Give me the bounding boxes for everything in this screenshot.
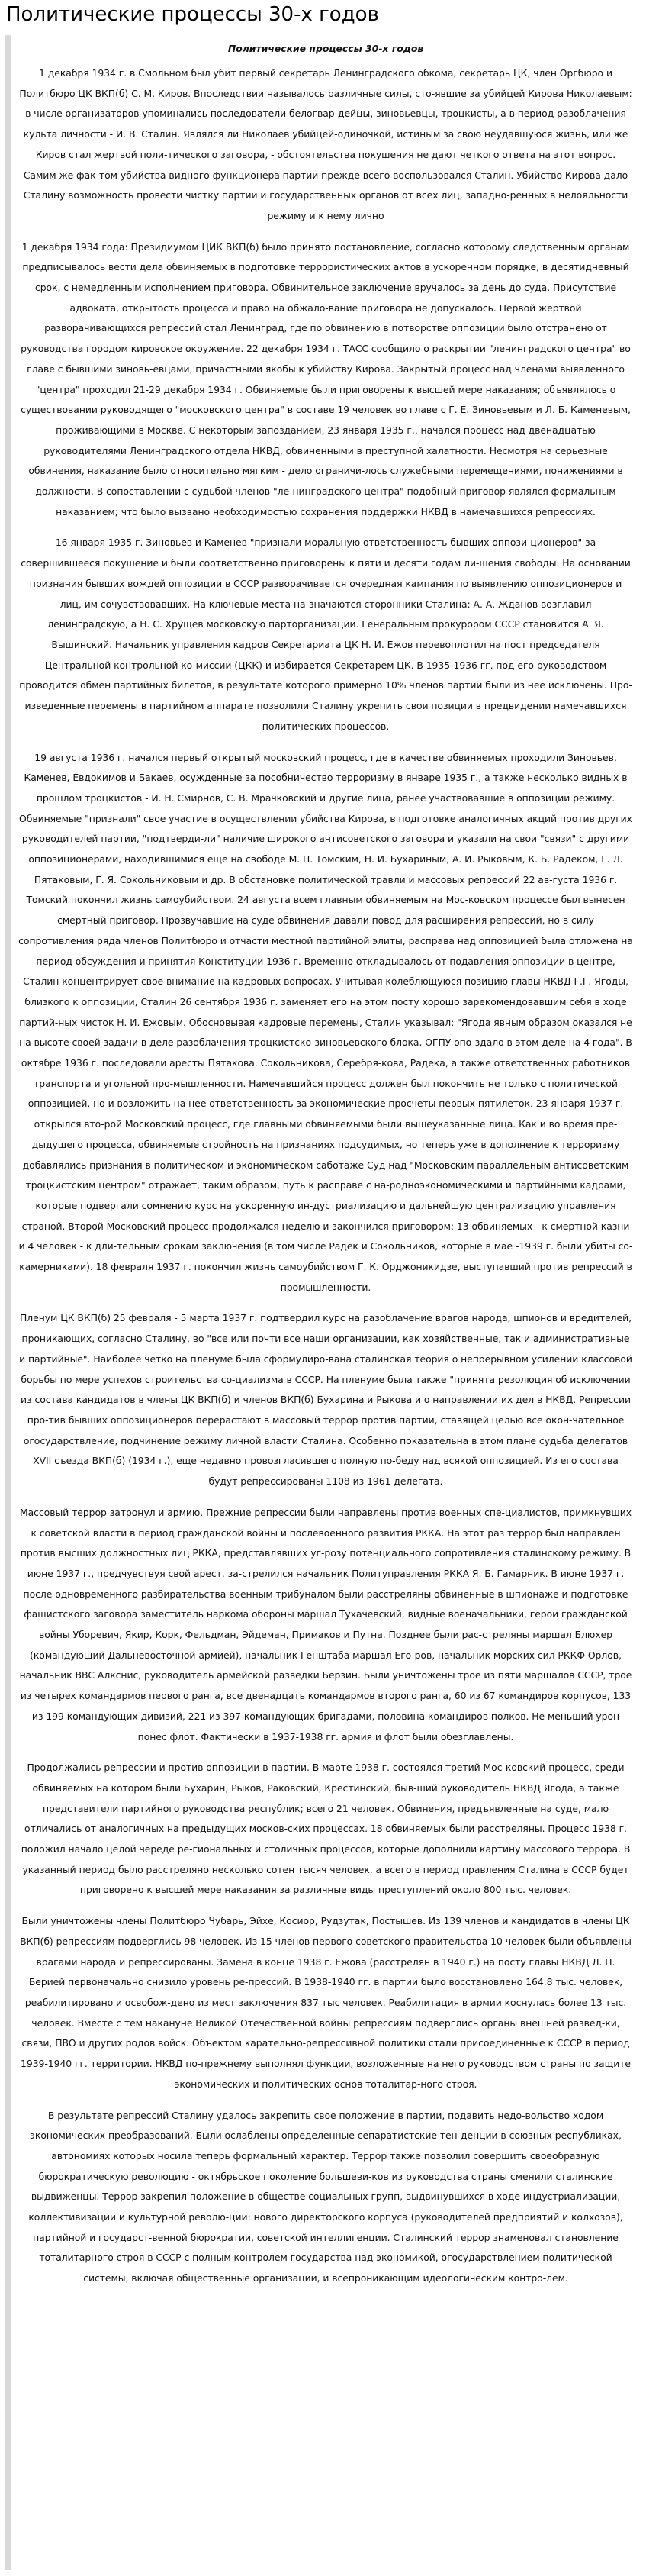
paragraph-politburo-repressions: Были уничтожены члены Политбюро Чубарь, Эйхе, Косиор, Рудзутак, Постышев. Из 139 членов и кандидатов в члены ЦК ВКП(б) репрессиям подверглись 98 человек. Из 15 членов первого советского правительства 10 человек были объявлены врагами народа и репрессированы. Замена в конце 1938 г. Ежова (расстрелян в 1940 г.) на посту главы НКВД Л. П. Берией первоначально снизило уровень ре-прессий. В 1938-1940 гг. в партии было восстановлено 164.8 тыс. человек, реабилитировано и освобож-дено из мест заключения 837 тыс человек. Реабилитация в армии коснулась более 13 тыс. человек. Вместе с тем накануне Великой Отечественной войны репрессиям подверглись органы внешней развед-ки, связи, ПВО и других родов войск. Объектом карательно-репрессивной политики стали присоединенные к СССР в период 1939-1940 гг. территории. НКВД по-прежнему выполнял функции, возложенные на него руководством страны по защите экономических и политических основ тоталитар-ного строя. — [20, 1915, 632, 2090]
article-body — [18, 43, 633, 2300]
paragraph-plenum-1937: Пленум ЦК ВКП(б) 25 февраля - 5 марта 1937 г. подтвердил курс на разоблачение врагов народа, шпионов и вредителей, проникающих, согласно Сталину, во "все или почти все наши организации, как хозяйственные, так и административные и партийные". Наиболее четко на пленуме была сформулиро-вана сталинская теория о непрерывном усилении классовой борьбы по мере успехов строительства со-циализма в СССР. На пленуме была также "принята резолюция об исключении из состава кандидатов в члены ЦК ВКП(б) и членов ВКП(б) Бухарина и Рыкова и о направлении их дел в НКВД. Репрессии про-тив бывших оппозиционеров перерастают в массовый террор против партии, ставящей целью все окон-чательное огосударствление, подчинение режиму личной власти Сталина. Особенно показательна в этом плане судьба делегатов XVII съезда ВКП(б) (1934 г.), еще недавно провозгласившего полную по-беду над всякой оппозицией. Из его состава будут репрессированы 1108 из 1961 делегата. — [19, 1312, 632, 1488]
paragraph-conclusion: В результате репрессий Сталину удалось закрепить свое положение в партии, подавить недо-вольство ходом экономических преобразований. Были ослаблены определенные сепаратистские тен-денции в союзных республиках, автономиях которых носила теперь формальный характер. Террор также позволил совершить своеобразную бюрократическую революцию - октябрьское поколение большеви-ков из руководства страны сменили сталинские выдвиженцы. Террор закрепил положение в обществе социальных групп, выдвинувшихся в ходе индустриализации, коллективизации и культурной револю-ции: нового директорского корпуса (руководителей предприятий и колхозов), партийной и государст-венной бюрократии, советской интеллигенции. Сталинский террор знаменовал становление тоталитарного строя в СССР с полным контролем государства над экономикой, огосударствлением политической системы, включая общественные организации, и всепроникающим идеологическим контро-лем. — [28, 2109, 623, 2284]
paragraph-third-moscow-trial: Продолжались репрессии и против оппозиции в партии. В марте 1938 г. состоялся третий Мос-ковский процесс, среди обвиняемых на котором были Бухарин, Рыков, Раковский, Крестинский, быв-ший руководитель НКВД Ягода, а также представители партийного руководства республик; всего 21 человек. Обвинения, предъявленные на суде, мало отличались от аналогичных на предыдущих москов-ских процессах. 18 обвиняемых были расстреляны. Процесс 1938 г. положил начало целой череде ре-гиональных и столичных процессов, которые дополнили картину массового террора. В указанный период было расстреляно несколько сотен тысяч человек, а всего в период правления Сталина в СССР будет приговорено к высшей мере наказания за различные виды преступлений около 800 тыс. человек. — [21, 1762, 631, 1896]
paragraph-zinoviev-kamenev: 16 января 1935 г. Зиновьев и Каменев "признали моральную ответственность бывших оппози-ционеров" за совершившееся покушение и были соответственно приговорены к пяти и десяти годам ли-шения свободы. На основании признания бывших вождей оппозиции в СССР разворачивается очередная кампания по выявлению оппозиционеров и лиц, им сочувствовавших. На ключевые места на-значаются сторонники Сталина: А. А. Жданов возглавил ленинградскую, а Н. С. Хрущев московскую парторганизации. Генеральным прокурором СССР становится А. Я. Вышинский. Начальник управления кадров Секретариата ЦК Н. И. Ежов перевоплотил на пост председателя Центральной контрольной ко-миссии (ЦКК) и избирается Секретарем ЦК. В 1935-1936 гг. под его руководством проводится обмен партийных билетов, в результате которого примерно 10% членов партии были из нее исключены. Про-изведенные перемены в партийном аппарате позволили Сталину укрепить свои позиции в предвидении намечавшихся политических процессов. — [19, 537, 632, 732]
content-frame — [5, 35, 644, 2570]
paragraph-kirov-murder: 1 декабря 1934 г. в Смольном был убит первый секретарь Ленинградского обкома, секретарь ЦК, член Оргбюро и Политбюро ЦК ВКП(б) С. М. Киров. Впоследствии называлось различные силы, сто-явшие за убийцей Кирова Николаевым: в числе организаторов упоминались последователи белогвар-дейцы, зиновьевцы, троцкисты, а в период разоблачения культа личности - И. В. Сталин. Являлся ли Николаев убийцей-одиночкой, истиным за свою неудавшуюся жизнь, или же Киров стал жертвой поли-тического заговора, - обстоятельства покушения не дают четкого ответа на этот вопрос. Самим же фак-том убийства видного функционера партии прежде всего воспользовался Сталин. Убийство Кирова дало Сталину возможность провести чистку партии и государственных органов от всех лиц, западно-ренных в нелояльности режиму и к нему лично — [19, 67, 632, 221]
article-subtitle: Политические процессы 30-х годов — [227, 43, 424, 54]
paragraph-army-purge: Массовый террор затронул и армию. Прежние репрессии были направлены против военных спе-циалистов, примкнувших к советской власти в период гражданской войны и послевоенного развития РККА. На этот раз террор был направлен против высших должностных лиц РККА, представлявших уг-розу потенциального сопротивления сталинскому режиму. В июне 1937 г., предчувствуя свой арест, за-стрелился начальник Политуправления РККА Я. Б. Гамарник. В июне 1937 г. после одновременного разбирательства военным трибуналом были расстреляны обвиненные в шпионаже и подготовке фашистского заговора заместитель наркома обороны маршал Тухачевский, видные военачальники, герои гражданской войны Уборевич, Якир, Корк, Фельдман, Эйдеман, Примаков и Путна. Позднее были рас-стреляны маршал Блюхер (командующий Дальневосточной армией), начальник Генштаба маршал Его-ров, начальник морских сил РККФ Орлов, начальник ВВС Алкснис, руководитель армейской разведки Берзин. Были уничтожены трое из пяти маршалов СССР, трое из четырех командармов первого ранга, все двенадцать командармов второго ранга, 60 из 67 командиров корпусов, 133 из 199 командующих дивизий, 221 из 397 командующих бригадами, половина командиров полков. Не меньший урон понес флот. Фактически в 1937-1938 гг. армия и флот были обезглавлены. — [19, 1506, 632, 1743]
page-title: Политические процессы 30-х годов — [6, 3, 379, 26]
paragraph-first-moscow-trial: 19 августа 1936 г. начался первый открытый московский процесс, где в качестве обвиняемых проходили Зиновьев, Каменев, Евдокимов и Бакаев, осужденные за пособничество терроризму в январе 1935 г., а также несколько видных в прошлом троцкистов - И. Н. Смирнов, С. В. Мрачковский и другие лица, ранее участвовавшие в оппозиции режиму. Обвиняемые "признали" свое участие в осуществлении убийства Кирова, в подготовке аналогичных акций против других руководителей партии, "подтверди-ли" наличие широкого антисоветского заговора и указали на свои "связи" с другими оппозиционерами, находившимися еще на свободе М. П. Томским, Н. И. Бухариным, А. И. Рыковым, К. Б. Радеком, Г. Л. Пятаковым, Г. Я. Сокольниковым и др. В обстановке политической травли и массовых репрессий 22 ав-густа 1936 г. Томский покончил жизнь самоубийством. 24 августа всем главным обвиняемым на Мос-ковском процессе был вынесен смертный приговор. Прозвучавшие на суде обвинения давали повод для расширения репрессий, но в силу сопротивления ряда членов Политбюро и отчасти местной партийной элиты, расправа над оппозицией была отложена на период обсуждения и принятия Конституции 1936 г. Временно откладывалось от подавления оппозиции в центре, Сталин концентрирует свое внимание на кадровых вопросах. Учитывая колеблющуюся позицию главы НКВД Г.Г. Ягоды, близкого к оппозиции, Сталин 26 сентября 1936 г. заменяет его на этом посту хорошо зарекомендовавшим себя в ходе партий-ных чисток Н. И. Ежовым. Обосновывая кадровые перемены, Сталин указывал: "Ягода явным образом оказался не на высоте своей задачи в деле разоблачения троцкистско-зиновьевского блока. ОГПУ опо-здало в этом деле на 4 года". В октябре 1936 г. последовали аресты Пятакова, Сокольникова, Серебря-кова, Радека, а также ответственных работников транспорта и угольной про-мышленности. Намечавшийся процесс должен был покончить не только с политической оппозицией, но и возложить на нее ответственность за экономические просчеты первых пятилеток. 23 января 1937 г. открылся вто-рой Московский процесс, где главными обвиняемыми были вышеуказанные лица. Как и во время пре-дыдущего процесса, обвиняемые стройность на признаниях подсудимых, но теперь уже в дополнение к терроризму добавлялись признания в политическом и экономическом саботаже Суд над "Московским параллельным антисоветским троцкистским центром" отражает, таким образом, путь к расправе с на-родноэкономическими и партийными кадрами, которые подвергали сомнению курс на ускоренную ин-дустриализацию и дальнейшую централизацию управления страной. Второй Московский процесс продолжался неделю и закончился приговором: 13 обвиняемых - к смертной казни и 4 человек - к дли-тельным срокам заключения (в том числе Радек и Сокольников, которые в мае -1939 г. были убиты со-камерниками). 18 февраля 1937 г. покончил жизнь самоубийством Г. К. Орджоникидзе, выступавший против репрессий в промышленности. — [18, 751, 633, 1293]
paragraph-decree-1934: 1 декабря 1934 года: Президиумом ЦИК ВКП(б) было принято постановление, согласно которому следственным органам предписывалось вести дела обвиняемых в подготовке террористических актов в ускоренном порядке, в десятидневный срок, с немедленным исполнением приговора. Обвинительное заключение вручалось за день до суда. Присутствие адвоката, открытость процесса и право на обжало-вание приговора не допускалось. Первой жертвой разворачивающихся репрессий стал Ленинград, где по обвинению в потворстве оппозиции было отстранено от руководства городом кировское окружение. 22 декабря 1934 г. ТАСС сообщило о раскрытии "ленинградского центра" во главе с бывшими зиновь-евцами, причастными якобы к убийству Кирова. Закрытый процесс над членами выявленного "центра" проходил 21-29 декабря 1934 г. Обвиняемые были приговорены к высшей мере наказания; объявлялось о существовании руководящего "московского центра" в составе 19 человек во главе с Г. Е. Зиновьевым и Л. Б. Каменевым, проживающими в Москве. С некоторым запозданием, 23 января 1935 г., начался процесс над двенадцатью руководителями Ленинградского отдела НКВД, обвиненными в преступной халатности. Несмотря на серьезные обвинения, наказание было относительно мягким - дело ограничи-лось служебными перемещениями, понижениями в должности. В сопоставлении с судьбой членов "ле-нинградского центра" подобный приговор являлся формальным наказанием; что было вызвано необходимостью сохранения поддержки НКВД в намечавшихся репрессиях. — [21, 240, 631, 517]
